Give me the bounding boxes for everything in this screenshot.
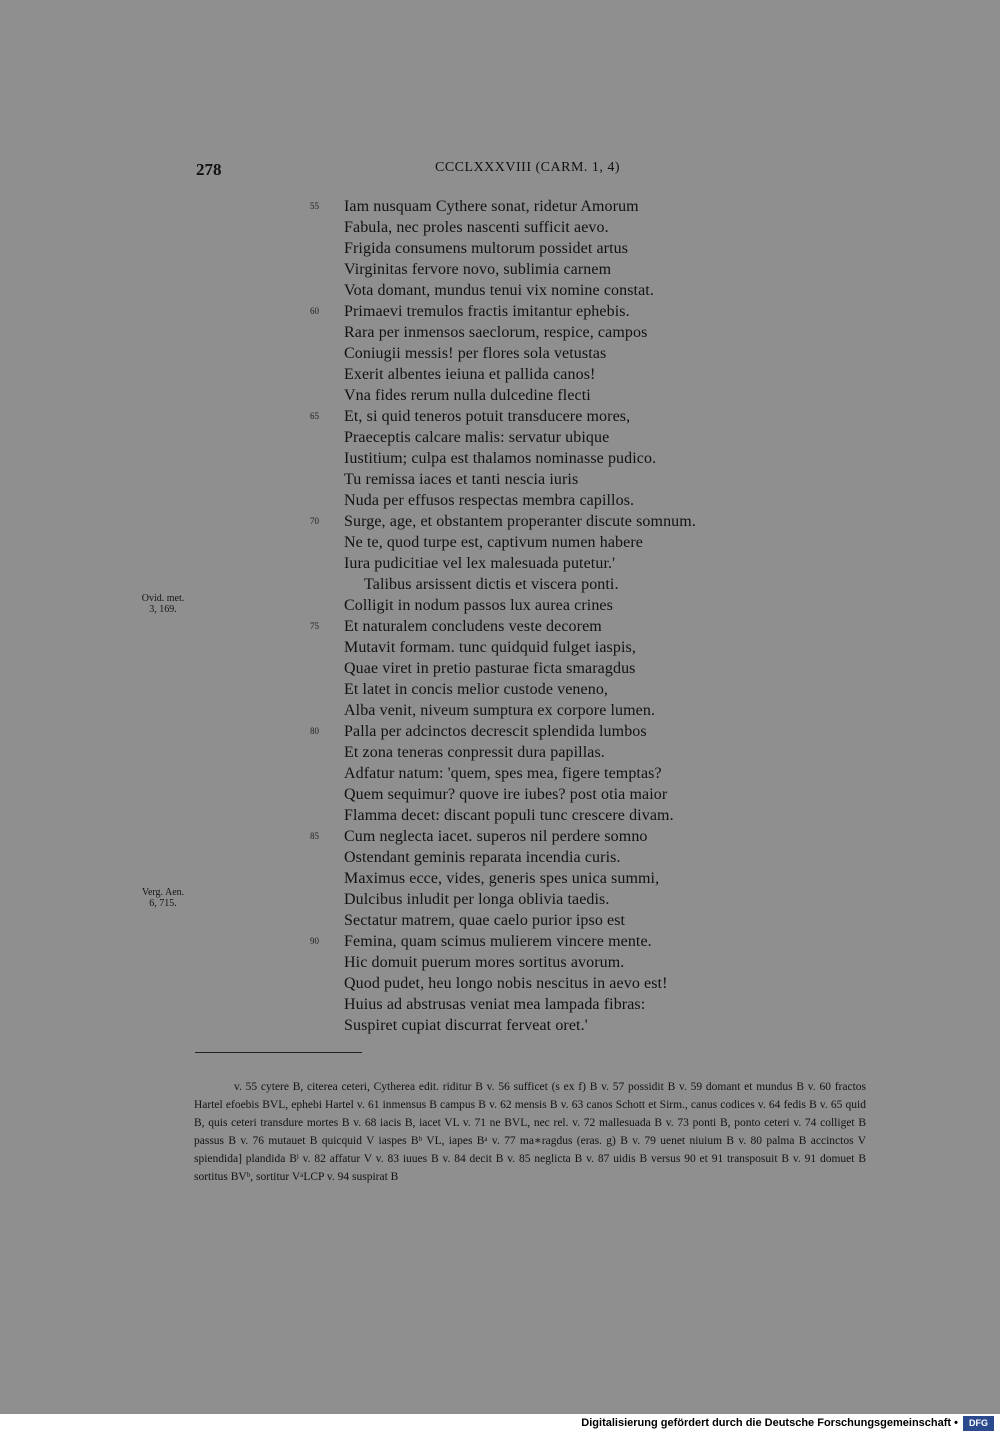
verse-line: Rara per inmensos saeclorum, respice, campos	[344, 324, 648, 341]
verse-line: Et latet in concis melior custode veneno,	[344, 681, 609, 698]
line-number: 80	[310, 726, 319, 736]
line-number: 75	[310, 621, 319, 631]
verse-line: Vna fides rerum nulla dulcedine flecti	[344, 387, 591, 404]
verse-line: Ostendant geminis reparata incendia curis.	[344, 849, 621, 866]
verse-line: Tu remissa iaces et tanti nescia iuris	[344, 471, 579, 488]
verse-line: Et, si quid teneros potuit transducere mores,	[344, 408, 631, 425]
verse-line: Flamma decet: discant populi tunc crescere divam.	[344, 807, 674, 824]
footnote-rule	[195, 1052, 362, 1053]
margin-reference-source: Verg. Aen.	[141, 887, 185, 898]
verse-line: Alba venit, niveum sumptura ex corpore lumen.	[344, 702, 656, 719]
verse-line: Iustitium; culpa est thalamos nominasse pudico.	[344, 450, 657, 467]
verse-line: Cum neglecta iacet. superos nil perdere somno	[344, 828, 648, 845]
verse-line: Praeceptis calcare malis: servatur ubique	[344, 429, 610, 446]
verse-line: Palla per adcinctos decrescit splendida lumbos	[344, 723, 647, 740]
critical-apparatus	[194, 1078, 866, 1186]
verse-line: Adfatur natum: 'quem, spes mea, figere temptas?	[344, 765, 662, 782]
verse-line: Ne te, quod turpe est, captivum numen habere	[344, 534, 643, 551]
verse-line: Huius ad abstrusas veniat mea lampada fibras:	[344, 996, 646, 1013]
verse-line: Quem sequimur? quove ire iubes? post otia maior	[344, 786, 668, 803]
verse-line: Quae viret in pretio pasturae ficta smaragdus	[344, 660, 636, 677]
line-number: 60	[310, 306, 319, 316]
line-number: 90	[310, 936, 319, 946]
margin-reference	[128, 593, 198, 615]
margin-reference-locus: 6, 715.	[149, 898, 177, 909]
verse-line: Primaevi tremulos fractis imitantur ephebis.	[344, 303, 630, 320]
credit-bar	[0, 1414, 1000, 1434]
verse-line: Nuda per effusos respectas membra capillos.	[344, 492, 635, 509]
line-number: 55	[310, 201, 319, 211]
verse-line: Frigida consumens multorum possidet artus	[344, 240, 629, 257]
line-number: 70	[310, 516, 319, 526]
line-number: 85	[310, 831, 319, 841]
verse-line: Femina, quam scimus mulierem vincere mente.	[344, 933, 652, 950]
verse-line: Hic domuit puerum mores sortitus avorum.	[344, 954, 625, 971]
dfg-logo-icon: DFG	[963, 1416, 994, 1431]
funding-credit: Digitalisierung gefördert durch die Deutsche Forschungsgemeinschaft •	[581, 1417, 958, 1429]
verse-line: Colligit in nodum passos lux aurea crines	[344, 597, 613, 614]
verse-line: Exerit albentes ieiuna et pallida canos!	[344, 366, 596, 383]
verse-line: Talibus arsissent dictis et viscera ponti.	[364, 576, 619, 593]
running-head: CCCLXXXVIII (CARM. 1, 4)	[435, 160, 621, 175]
verse-line: Vota domant, mundus tenui vix nomine constat.	[344, 282, 654, 299]
verse-line: Virginitas fervore novo, sublimia carnem	[344, 261, 612, 278]
line-number: 65	[310, 411, 319, 421]
margin-reference	[128, 887, 198, 909]
apparatus-text: v. 55 cytere B, citerea ceteri, Cytherea edit. riditur B v. 56 sufficet (s ex f) B v. 57 possidit B v. 59 domant et mundus B v. 60 fractos Hartel efoebis BVL, ephebi Hartel v. 61 inmensus B campus B v. 62 mensis B v. 63 canos Schott et Sirm., canus codices v. 64 fedis B v. 65 quid B, quis ceteri transdure mortes B v. 68 iacis B, iacet VL v. 71 ne BVL, nec rel. v. 72 mallesuada B v. 73 ponti B, ponto ceteri v. 74 colliget B passus B v. 76 mutauet B quicquid V iaspes Bᵇ VL, iapes Bᵃ v. 77 ma∗ragdus (eras. g) B v. 79 uenet niuium B v. 80 palma B accinctos V spiendida] plandida Bˡ v. 82 affatur V v. 83 iuues B v. 84 decit B v. 85 neglicta B v. 87 uidis B versus 90 et 91 transposuit B v. 91 domuet B sortitus BVᵇ, sortitur VᵃLCP v. 94 suspirat B	[194, 1081, 866, 1183]
page-number: 278	[196, 160, 222, 179]
verse-line: Dulcibus inludit per longa oblivia taedis.	[344, 891, 610, 908]
margin-reference-locus: 3, 169.	[149, 604, 177, 615]
verse-line: Et naturalem concludens veste decorem	[344, 618, 602, 635]
verse-line: Mutavit formam. tunc quidquid fulget iaspis,	[344, 639, 636, 656]
verse-line: Suspiret cupiat discurrat ferveat oret.'	[344, 1017, 588, 1034]
verse-line: Et zona teneras conpressit dura papillas.	[344, 744, 605, 761]
margin-reference-source: Ovid. met.	[141, 593, 185, 604]
verse-line: Iam nusquam Cythere sonat, ridetur Amorum	[344, 198, 639, 215]
verse-line: Maximus ecce, vides, generis spes unica summi,	[344, 870, 660, 887]
verse-line: Fabula, nec proles nascenti sufficit aevo.	[344, 219, 609, 236]
verse-line: Coniugii messis! per flores sola vetustas	[344, 345, 607, 362]
verse-line: Sectatur matrem, quae caelo purior ipso est	[344, 912, 626, 929]
verse-line: Quod pudet, heu longo nobis nescitus in aevo est!	[344, 975, 668, 992]
verse-line: Iura pudicitiae vel lex malesuada putetur.'	[344, 555, 616, 572]
verse-line: Surge, age, et obstantem properanter discute somnum.	[344, 513, 696, 530]
